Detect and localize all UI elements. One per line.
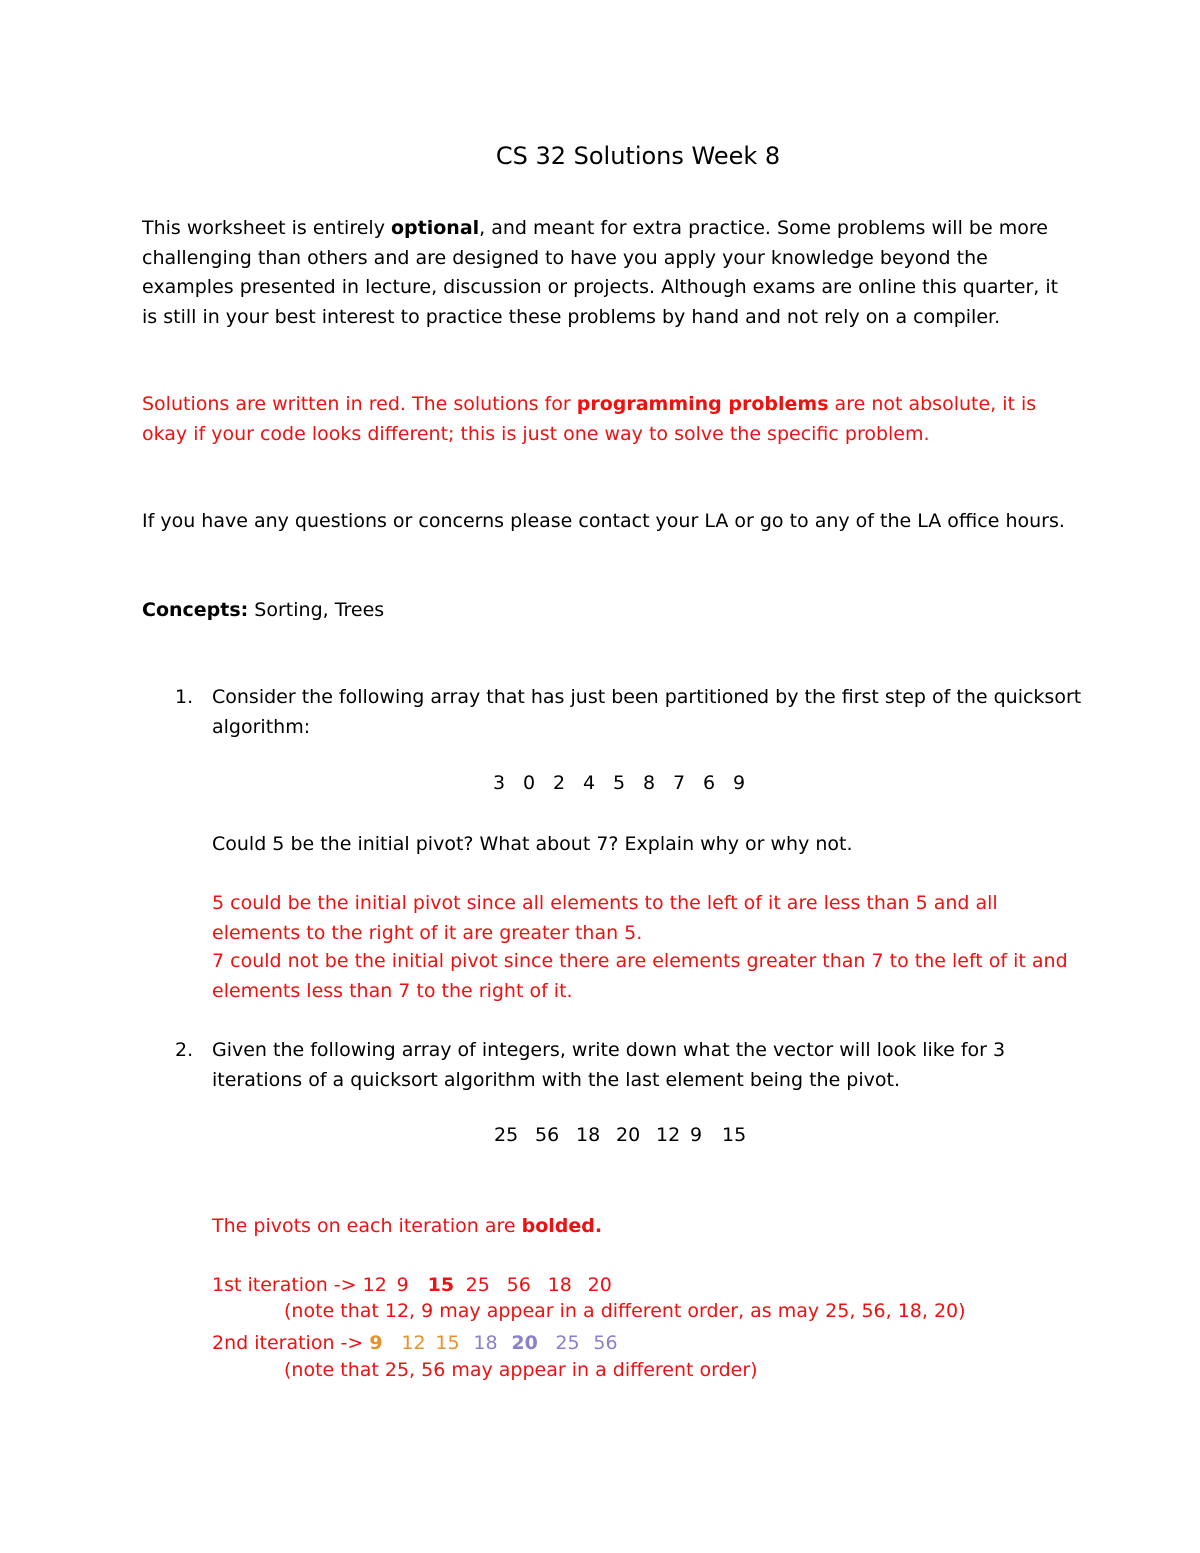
array-element: 12 (656, 1124, 681, 1146)
iteration-value: 12 (401, 1332, 426, 1354)
question-1-array (493, 772, 753, 794)
array-element: 3 (493, 772, 506, 794)
iteration-value: 20 (587, 1274, 612, 1296)
array-element: 8 (643, 772, 656, 794)
iteration-2-note: (note that 25, 56 may appear in a different order) (284, 1359, 758, 1381)
iteration-value: 12 (362, 1274, 387, 1296)
iteration-value: 56 (506, 1274, 531, 1296)
array-element: 0 (523, 772, 536, 794)
programming-problems-emphasis: programming problems (576, 393, 829, 415)
array-element: 4 (583, 772, 596, 794)
iteration-value: 25 (465, 1274, 490, 1296)
intro-paragraph: This worksheet is entirely optional, and meant for extra practice. Some problems will be more challenging than others and are designed to have you apply your knowledge beyond the examples presented in lecture, discussion or projects. Although exams are online this quarter, it is still in your best interest to practice these problems by hand and not rely on a compiler. (142, 217, 1059, 328)
array-element: 2 (553, 772, 566, 794)
iteration-value: 18 (473, 1332, 498, 1354)
question-1-answer-2: 7 could not be the initial pivot since there are elements greater than 7 to the left of it and elements less than 7 to the right of it. (212, 950, 1068, 1002)
array-element: 5 (613, 772, 626, 794)
array-element: 9 (690, 1124, 703, 1146)
array-element: 6 (703, 772, 716, 794)
solutions-note: Solutions are written in red. The solutions for programming problems are not absolute, it is okay if your code looks different; this is just one way to solve the specific problem. (142, 393, 1037, 445)
iteration-2-line (212, 1329, 1082, 1359)
iteration-value: 9 (396, 1274, 409, 1296)
array-element: 7 (673, 772, 686, 794)
iteration-pivot-value: 20 (511, 1332, 538, 1354)
question-2-array (494, 1124, 746, 1146)
array-element: 56 (535, 1124, 560, 1146)
iteration-value: 15 (435, 1332, 460, 1354)
array-element: 18 (576, 1124, 601, 1146)
page-title: CS 32 Solutions Week 8 (495, 142, 781, 170)
question-2-text: Given the following array of integers, write down what the vector will look like for 3 iterations of a quicksort algorithm with the last element being the pivot. (212, 1039, 1006, 1091)
question-1-text: Consider the following array that has just been partitioned by the first step of the quicksort algorithm: (212, 686, 1082, 738)
array-element: 25 (494, 1124, 519, 1146)
iteration-1-label: 1st iteration -> (212, 1274, 363, 1296)
question-1-prompt: Could 5 be the initial pivot? What about 7? Explain why or why not. (212, 833, 853, 855)
optional-emphasis: optional (390, 217, 480, 239)
iteration-pivot-value: 15 (427, 1274, 455, 1296)
concepts-value: Sorting, Trees (248, 599, 385, 621)
iteration-value: 18 (547, 1274, 572, 1296)
pivot-note: The pivots on each iteration are bolded. (212, 1215, 603, 1237)
array-element: 20 (616, 1124, 641, 1146)
concepts-label: Concepts: (142, 599, 249, 621)
array-element: 9 (733, 772, 746, 794)
iteration-1-line (212, 1271, 1082, 1301)
question-2-number: 2. (175, 1039, 194, 1061)
concepts-line (142, 596, 1072, 626)
question-1-answer-1: 5 could be the initial pivot since all elements to the left of it are less than 5 and all elements to the right of it are greater than 5. (212, 892, 998, 944)
question-1-number: 1. (175, 686, 194, 708)
iteration-pivot-value: 9 (369, 1332, 383, 1354)
iteration-2-label: 2nd iteration -> (212, 1332, 370, 1354)
contact-note: If you have any questions or concerns please contact your LA or go to any of the LA office hours. (142, 510, 1065, 532)
iteration-1-note: (note that 12, 9 may appear in a different order, as may 25, 56, 18, 20) (284, 1300, 966, 1322)
iteration-value: 25 (555, 1332, 580, 1354)
array-element: 15 (722, 1124, 747, 1146)
iteration-value: 56 (593, 1332, 618, 1354)
